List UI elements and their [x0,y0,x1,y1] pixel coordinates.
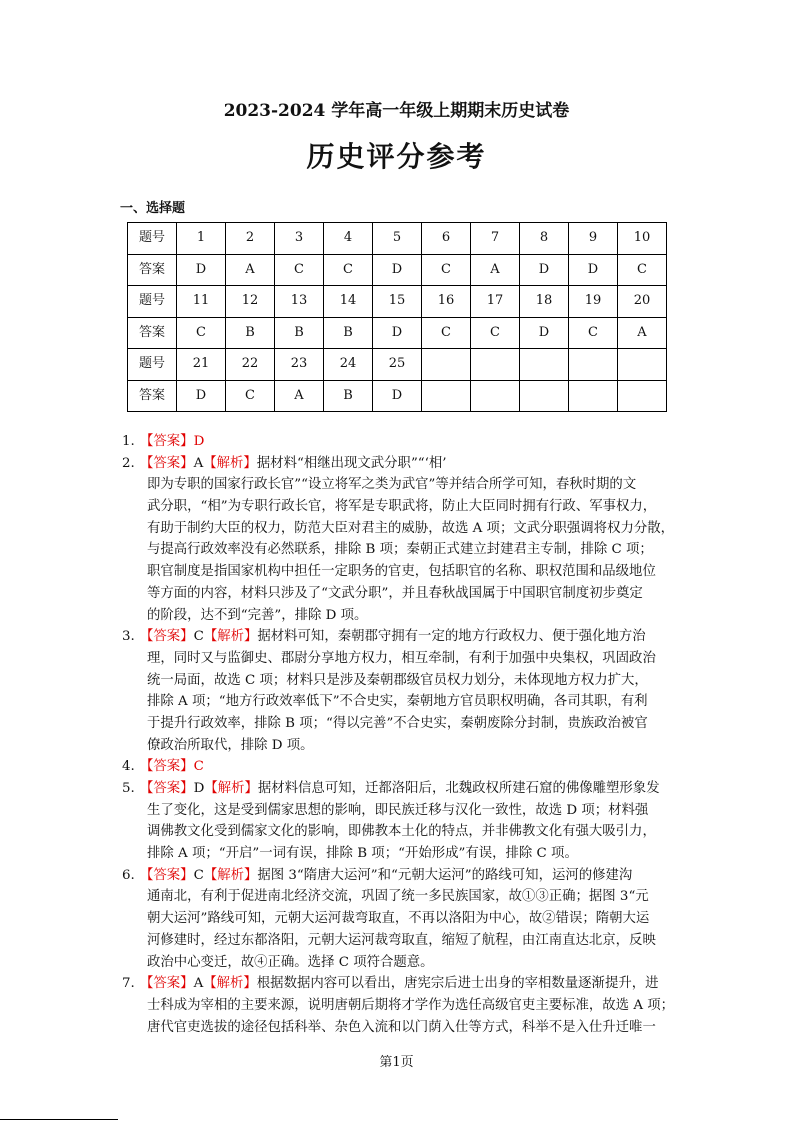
table-cell: 16 [422,286,471,318]
explanation-line: 即为专职的国家行政长官”“设立将军之类为武官”等并结合所学可知，春秋时期的文 [147,477,637,493]
explanation-line: 等方面的内容，材料只涉及了“文武分职”，并且春秋战国属于中国职官制度初步奠定 [147,585,643,601]
explanation-line: 据图 3“隋唐大运河”和“元朝大运河”的路线可知，运河的修建沟 [257,867,633,883]
explanation-line: 通南北，有利于促进南北经济交流，巩固了统一多民族国家，故①③正确；据图 3“元 [147,889,649,905]
analysis-tag: 【解析】 [203,976,257,992]
explanation-line: 职官制度是指国家机构中担任一定职务的官吏，包括职官的名称、职权范围和品级地位 [147,564,656,580]
table-row [128,254,667,286]
table-row [128,349,667,381]
table-cell: 2 [226,223,275,255]
answer-item [122,973,682,1038]
explanation-line: 僚政治所取代，排除 D 项。 [147,737,314,753]
table-cell: C [275,254,324,286]
table-cell: 9 [569,223,618,255]
explanation-line: 统一局面，故选 C 项；材料只是涉及秦朝郡级官员权力划分，未体现地方权力扩大， [147,672,648,688]
table-row [128,223,667,255]
table-row [128,380,667,412]
table-cell [618,349,667,381]
explanation-line: 调佛教文化受到儒家文化的影响，即佛教本土化的特点，并非佛教文化有强大吸引力， [147,824,656,840]
table-cell: 12 [226,286,275,318]
table-cell [422,380,471,412]
table-cell: 23 [275,349,324,381]
row-header: 答案 [128,317,177,349]
row-header: 题号 [128,286,177,318]
table-cell: A [618,317,667,349]
table-cell: B [324,317,373,349]
explanation-line: 有助于制约大臣的权力，防范大臣对君主的威胁，故选 A 项；文武分职强调将权力分散， [147,520,675,536]
explanation-line: 据材料可知，秦朝郡守拥有一定的地方行政权力、便于强化地方治 [257,629,646,645]
explanation-line: 根据数据内容可以看出，唐宪宗后进士出身的宰相数量逐渐提升，进 [256,976,659,992]
answer-item [122,626,682,756]
item-number: 4. [122,759,135,775]
row-header: 题号 [128,223,177,255]
explanation-line: 士科成为宰相的主要来源，说明唐朝后期将才学作为选任高级官吏主要标准，故选 A 项； [147,997,675,1013]
answer-value: C [193,867,204,883]
table-cell: 1 [177,223,226,255]
page-number: 第1页 [379,1055,414,1070]
item-number: 6. [122,867,135,883]
item-number: 2. [122,455,135,471]
table-row [128,286,667,318]
analysis-tag: 【解析】 [204,781,258,797]
answer-value: A [193,976,204,992]
answer-explanations [122,431,682,1038]
table-cell: 19 [569,286,618,318]
table-cell: C [569,317,618,349]
analysis-tag: 【解析】 [203,629,258,645]
table-cell [471,380,520,412]
item-number: 5. [122,781,135,797]
table-cell [569,349,618,381]
table-cell: C [422,317,471,349]
explanation-line: 排除 A 项；“地方行政效率低下”不合史实，秦朝地方官员职权明确，各司其职，有利 [147,694,648,710]
table-cell: 22 [226,349,275,381]
table-cell: D [373,254,422,286]
analysis-tag: 【解析】 [203,455,257,471]
explanation-line: 排除 A 项；“开启”一词有误，排除 B 项；“开始形成”有误，排除 C 项。 [147,846,578,862]
table-cell: 15 [373,286,422,318]
item-number: 3. [122,629,135,645]
table-cell: 10 [618,223,667,255]
explanation-line: 朝大运河”路线可知，元朝大运河裁弯取直，不再以洛阳为中心，故②错误；隋朝大运 [147,911,650,927]
item-number: 7. [122,976,135,992]
row-header: 题号 [128,349,177,381]
table-cell: C [226,380,275,412]
table-row [128,317,667,349]
item-number: 1. [122,434,135,449]
table-cell: D [177,254,226,286]
answer-value: D [193,781,205,797]
answer-tag: 【答案】 [140,867,194,883]
table-cell: D [569,254,618,286]
table-cell [618,380,667,412]
table-cell: B [275,317,324,349]
answer-value: A [193,455,204,471]
table-cell: A [226,254,275,286]
table-cell: A [471,254,520,286]
answer-item [122,865,682,973]
table-cell: D [373,380,422,412]
table-cell: 24 [324,349,373,381]
table-cell: 5 [373,223,422,255]
table-cell: D [520,254,569,286]
explanation-line: 理，同时又与监御史、郡尉分享地方权力，相互牵制，有利于加强中央集权，巩固政治 [147,650,656,666]
table-cell: 18 [520,286,569,318]
table-cell: 7 [471,223,520,255]
table-cell [520,380,569,412]
answer-value: C [193,759,204,775]
row-header: 答案 [128,380,177,412]
table-cell: C [618,254,667,286]
table-cell: 14 [324,286,373,318]
table-cell [422,349,471,381]
table-cell: 11 [177,286,226,318]
answer-tag: 【答案】 [140,629,194,645]
table-cell: D [177,380,226,412]
explanation-line: 唐代官吏选拔的途径包括科举、杂色入流和以门荫入仕等方式，科举不是入仕升迁唯一 [147,1019,656,1035]
explanation-line: 的阶段，达不到“完善”，排除 D 项。 [147,607,368,623]
analysis-tag: 【解析】 [203,867,258,883]
table-cell: 3 [275,223,324,255]
table-cell: 8 [520,223,569,255]
explanation-line: 于提升行政效率，排除 B 项；“得以完善”不合史实，秦朝废除分封制，贵族政治被官 [147,715,648,731]
table-cell [569,380,618,412]
explanation-line: 政治中心变迁，故④正确。选择 C 项符合题意。 [147,954,434,970]
table-cell: 25 [373,349,422,381]
table-cell: 17 [471,286,520,318]
answer-item [122,453,682,627]
table-cell: C [471,317,520,349]
table-cell: C [324,254,373,286]
table-cell: 4 [324,223,373,255]
table-cell: B [226,317,275,349]
table-cell: C [422,254,471,286]
answer-item [122,431,682,453]
table-cell: 21 [177,349,226,381]
exam-title: 2023-2024 学年高一年级上期期末历史试卷 [223,101,570,121]
footnote-rule [0,1119,118,1120]
answer-item [122,778,682,865]
table-cell: 20 [618,286,667,318]
table-cell: B [324,380,373,412]
answer-item [122,756,682,778]
table-cell [520,349,569,381]
answer-tag: 【答案】 [140,434,194,449]
explanation-line: 与提高行政效率没有必然联系，排除 B 项；秦朝正式建立封建君主专制，排除 C 项； [147,542,653,558]
explanation-line: 据材料“相继出现文武分职”“‘相’ [256,455,447,471]
explanation-line: 生了变化，这是受到儒家思想的影响，即民族迁移与汉化一致性，故选 D 项；材料强 [147,802,649,818]
answer-tag: 【答案】 [140,759,194,775]
page-title: 历史评分参考 [306,140,487,173]
table-cell: C [177,317,226,349]
answer-value: D [193,434,205,449]
answer-table [127,222,667,412]
explanation-line: 河修建时，经过东都洛阳，元朝大运河裁弯取直，缩短了航程，由江南直达北京，反映 [147,932,656,948]
section-heading: 一、选择题 [120,201,186,216]
row-header: 答案 [128,254,177,286]
table-cell: D [520,317,569,349]
table-cell [471,349,520,381]
table-cell: D [373,317,422,349]
answer-value: C [193,629,204,645]
answer-tag: 【答案】 [140,976,194,992]
answer-tag: 【答案】 [140,781,194,797]
explanation-line: 武分职，“相”为专职行政长官，将军是专职武将，防止大臣同时拥有行政、军事权力， [147,499,657,515]
table-cell: 6 [422,223,471,255]
answer-tag: 【答案】 [140,455,194,471]
table-cell: 13 [275,286,324,318]
table-cell: A [275,380,324,412]
explanation-line: 据材料信息可知，迁都洛阳后，北魏政权所建石窟的佛像雕塑形象发 [257,781,660,797]
